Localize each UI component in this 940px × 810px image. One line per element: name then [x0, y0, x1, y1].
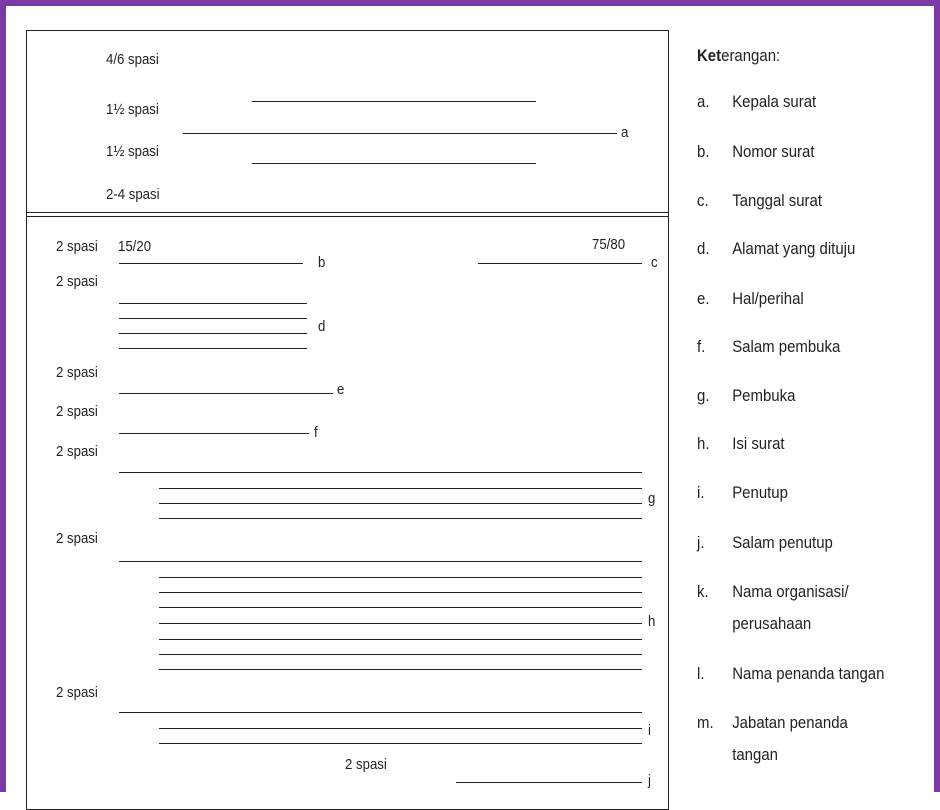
line-b — [119, 263, 303, 264]
legend-item: e. Hal/perihal — [697, 289, 804, 308]
header-separator — [26, 216, 669, 217]
legend-item: b. Nomor surat — [697, 142, 815, 161]
legend-item: l. Nama penanda tangan — [697, 664, 885, 683]
legend-title-rest: erangan: — [721, 46, 781, 65]
spacing-label: 2 spasi — [56, 443, 98, 460]
legend-item: k. Nama organisasi/ perusahaan — [697, 582, 849, 633]
marker-g: g — [648, 490, 656, 507]
line-g — [159, 488, 642, 489]
header-line — [183, 133, 617, 134]
left-margin-label: 15/20 — [118, 238, 152, 255]
line-h — [159, 577, 642, 578]
line-f — [119, 433, 309, 434]
line-d — [119, 318, 307, 319]
header-spacing-label: 4/6 spasi — [106, 51, 159, 68]
line-d — [119, 333, 307, 334]
legend-item: f. Salam pembuka — [697, 337, 841, 356]
line-h — [159, 669, 642, 670]
right-margin-label: 75/80 — [592, 236, 626, 253]
marker-a: a — [621, 124, 629, 141]
marker-d: d — [318, 318, 326, 335]
legend-title — [697, 46, 780, 66]
marker-f: f — [314, 424, 318, 441]
legend-item: h. Isi surat — [697, 434, 785, 453]
legend-item: a. Kepala surat — [697, 92, 817, 111]
line-g — [159, 518, 642, 519]
line-d — [119, 348, 307, 349]
line-i — [159, 728, 642, 729]
header-spacing-label: 2-4 spasi — [106, 186, 160, 203]
spacing-label: 2 spasi — [56, 273, 98, 290]
legend-item: j. Salam penutup — [697, 533, 833, 552]
line-h — [159, 592, 642, 593]
legend-item: m. Jabatan penanda tangan — [697, 713, 848, 764]
line-e — [119, 393, 333, 394]
line-h — [159, 639, 642, 640]
line-h — [119, 561, 642, 562]
line-h — [159, 607, 642, 608]
marker-e: e — [337, 381, 345, 398]
spacing-label: 2 spasi — [56, 403, 98, 420]
legend-item: g. Pembuka — [697, 386, 796, 405]
legend-item: c. Tanggal surat — [697, 191, 823, 210]
spacing-label: 2 spasi — [345, 756, 387, 773]
line-h — [159, 623, 642, 624]
spacing-label: 2 spasi — [56, 684, 98, 701]
line-j — [456, 782, 642, 783]
spacing-label: 2 spasi — [56, 364, 98, 381]
legend-item: d. Alamat yang dituju — [697, 239, 856, 258]
legend-item: i. Penutup — [697, 483, 788, 502]
marker-j: j — [648, 772, 651, 789]
line-d — [119, 303, 307, 304]
spacing-label: 2 spasi — [56, 238, 98, 255]
header-spacing-label: 1½ spasi — [106, 101, 159, 118]
spacing-label: 2 spasi — [56, 530, 98, 547]
marker-b: b — [318, 254, 326, 271]
line-h — [159, 654, 642, 655]
marker-i: i — [648, 722, 651, 739]
header-line — [252, 163, 536, 164]
line-g — [119, 472, 642, 473]
line-i — [119, 712, 642, 713]
line-i — [159, 743, 642, 744]
legend-title-bold: Ket — [697, 46, 722, 65]
line-g — [159, 503, 642, 504]
header-separator — [26, 212, 669, 213]
header-spacing-label: 1½ spasi — [106, 143, 159, 160]
marker-h: h — [648, 613, 656, 630]
marker-c: c — [651, 254, 658, 271]
line-c — [478, 263, 642, 264]
header-line — [252, 101, 536, 102]
